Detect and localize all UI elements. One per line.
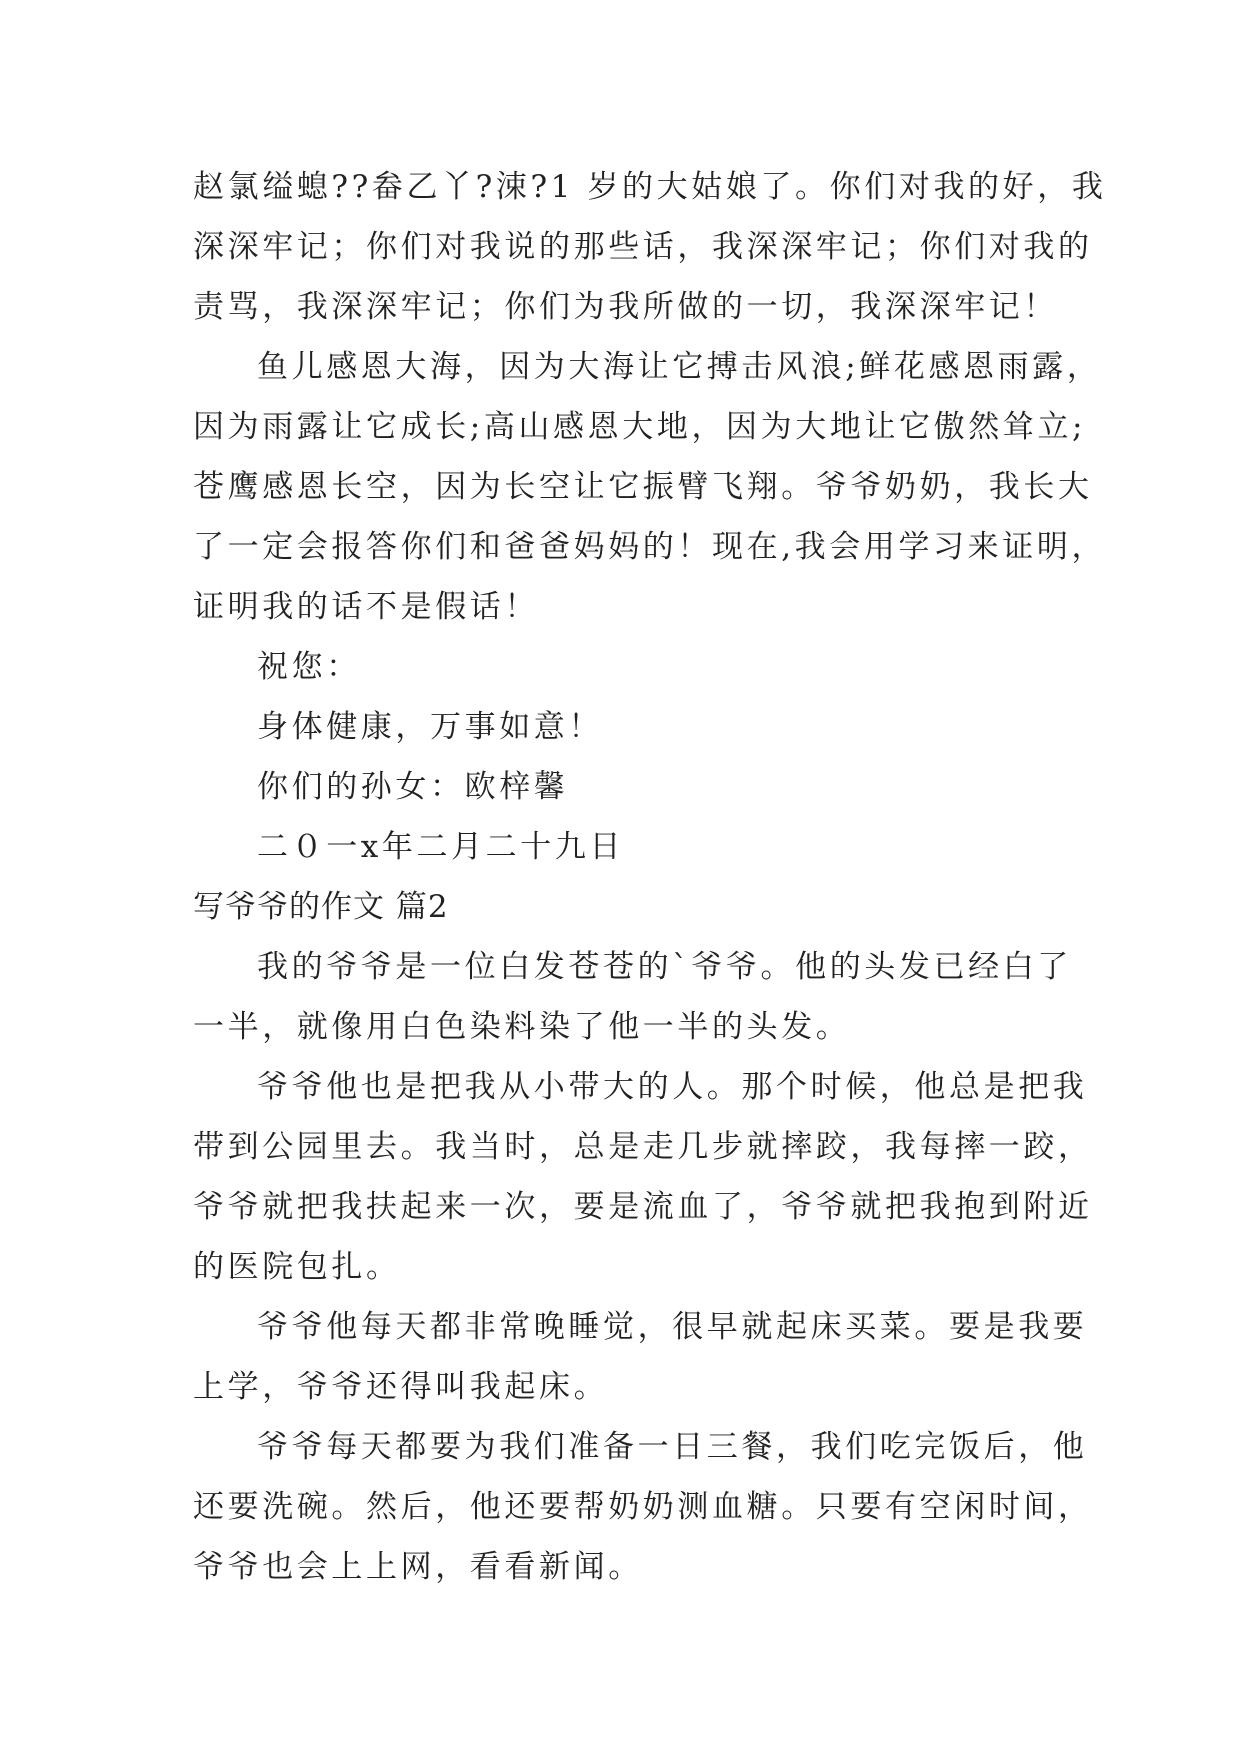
paragraph-line: 赵氯缢螅??畚乙丫?涑?1 岁的大姑娘了。你们对我的好，我 xyxy=(193,169,1107,205)
paragraph-line: 因为雨露让它成长;高山感恩大地，因为大地让它傲然耸立; xyxy=(193,409,1087,445)
paragraph-line: 带到公园里去。我当时，总是走几步就摔跤，我每摔一跤， xyxy=(193,1129,1093,1165)
paragraph-line: 一半，就像用白色染料染了他一半的头发。 xyxy=(193,1009,851,1045)
paragraph-line: 证明我的话不是假话！ xyxy=(193,589,539,625)
paragraph-line: 苍鹰感恩长空，因为长空让它振臂飞翔。爷爷奶奶，我长大 xyxy=(193,469,1093,505)
paragraph-line: 爷爷也会上上网，看看新闻。 xyxy=(193,1549,643,1585)
paragraph-line: 爷爷每天都要为我们准备一日三餐，我们吃完饭后，他 xyxy=(257,1429,1088,1465)
paragraph-line: 我的爷爷是一位白发苍苍的`爷爷。他的头发已经白了 xyxy=(257,949,1072,985)
paragraph-line: 上学，爷爷还得叫我起床。 xyxy=(193,1369,609,1405)
paragraph-line: 爷爷他也是把我从小带大的人。那个时候，他总是把我 xyxy=(257,1069,1088,1105)
date: 二０一x年二月二十九日 xyxy=(257,829,625,865)
paragraph-line: 责骂，我深深牢记；你们为我所做的一切，我深深牢记！ xyxy=(193,289,1058,325)
section-title: 写爷爷的作文 篇2 xyxy=(193,889,449,925)
closing-wish: 身体健康，万事如意！ xyxy=(257,709,603,745)
paragraph-line: 鱼儿感恩大海，因为大海让它搏击风浪;鲜花感恩雨露， xyxy=(257,349,1102,385)
paragraph-line: 爷爷就把我扶起来一次，要是流血了，爷爷就把我抱到附近 xyxy=(193,1189,1093,1225)
paragraph-line: 还要洗碗。然后，他还要帮奶奶测血糖。只要有空闲时间， xyxy=(193,1489,1093,1525)
paragraph-line: 了一定会报答你们和爸爸妈妈的！现在,我会用学习来证明， xyxy=(193,529,1107,565)
signature: 你们的孙女：欧梓馨 xyxy=(257,769,569,805)
paragraph-line: 的医院包扎。 xyxy=(193,1249,401,1285)
paragraph-line: 爷爷他每天都非常晚睡觉，很早就起床买菜。要是我要 xyxy=(257,1309,1088,1345)
paragraph-line: 深深牢记；你们对我说的那些话，我深深牢记；你们对我的 xyxy=(193,229,1093,265)
closing-greeting: 祝您： xyxy=(257,649,361,685)
